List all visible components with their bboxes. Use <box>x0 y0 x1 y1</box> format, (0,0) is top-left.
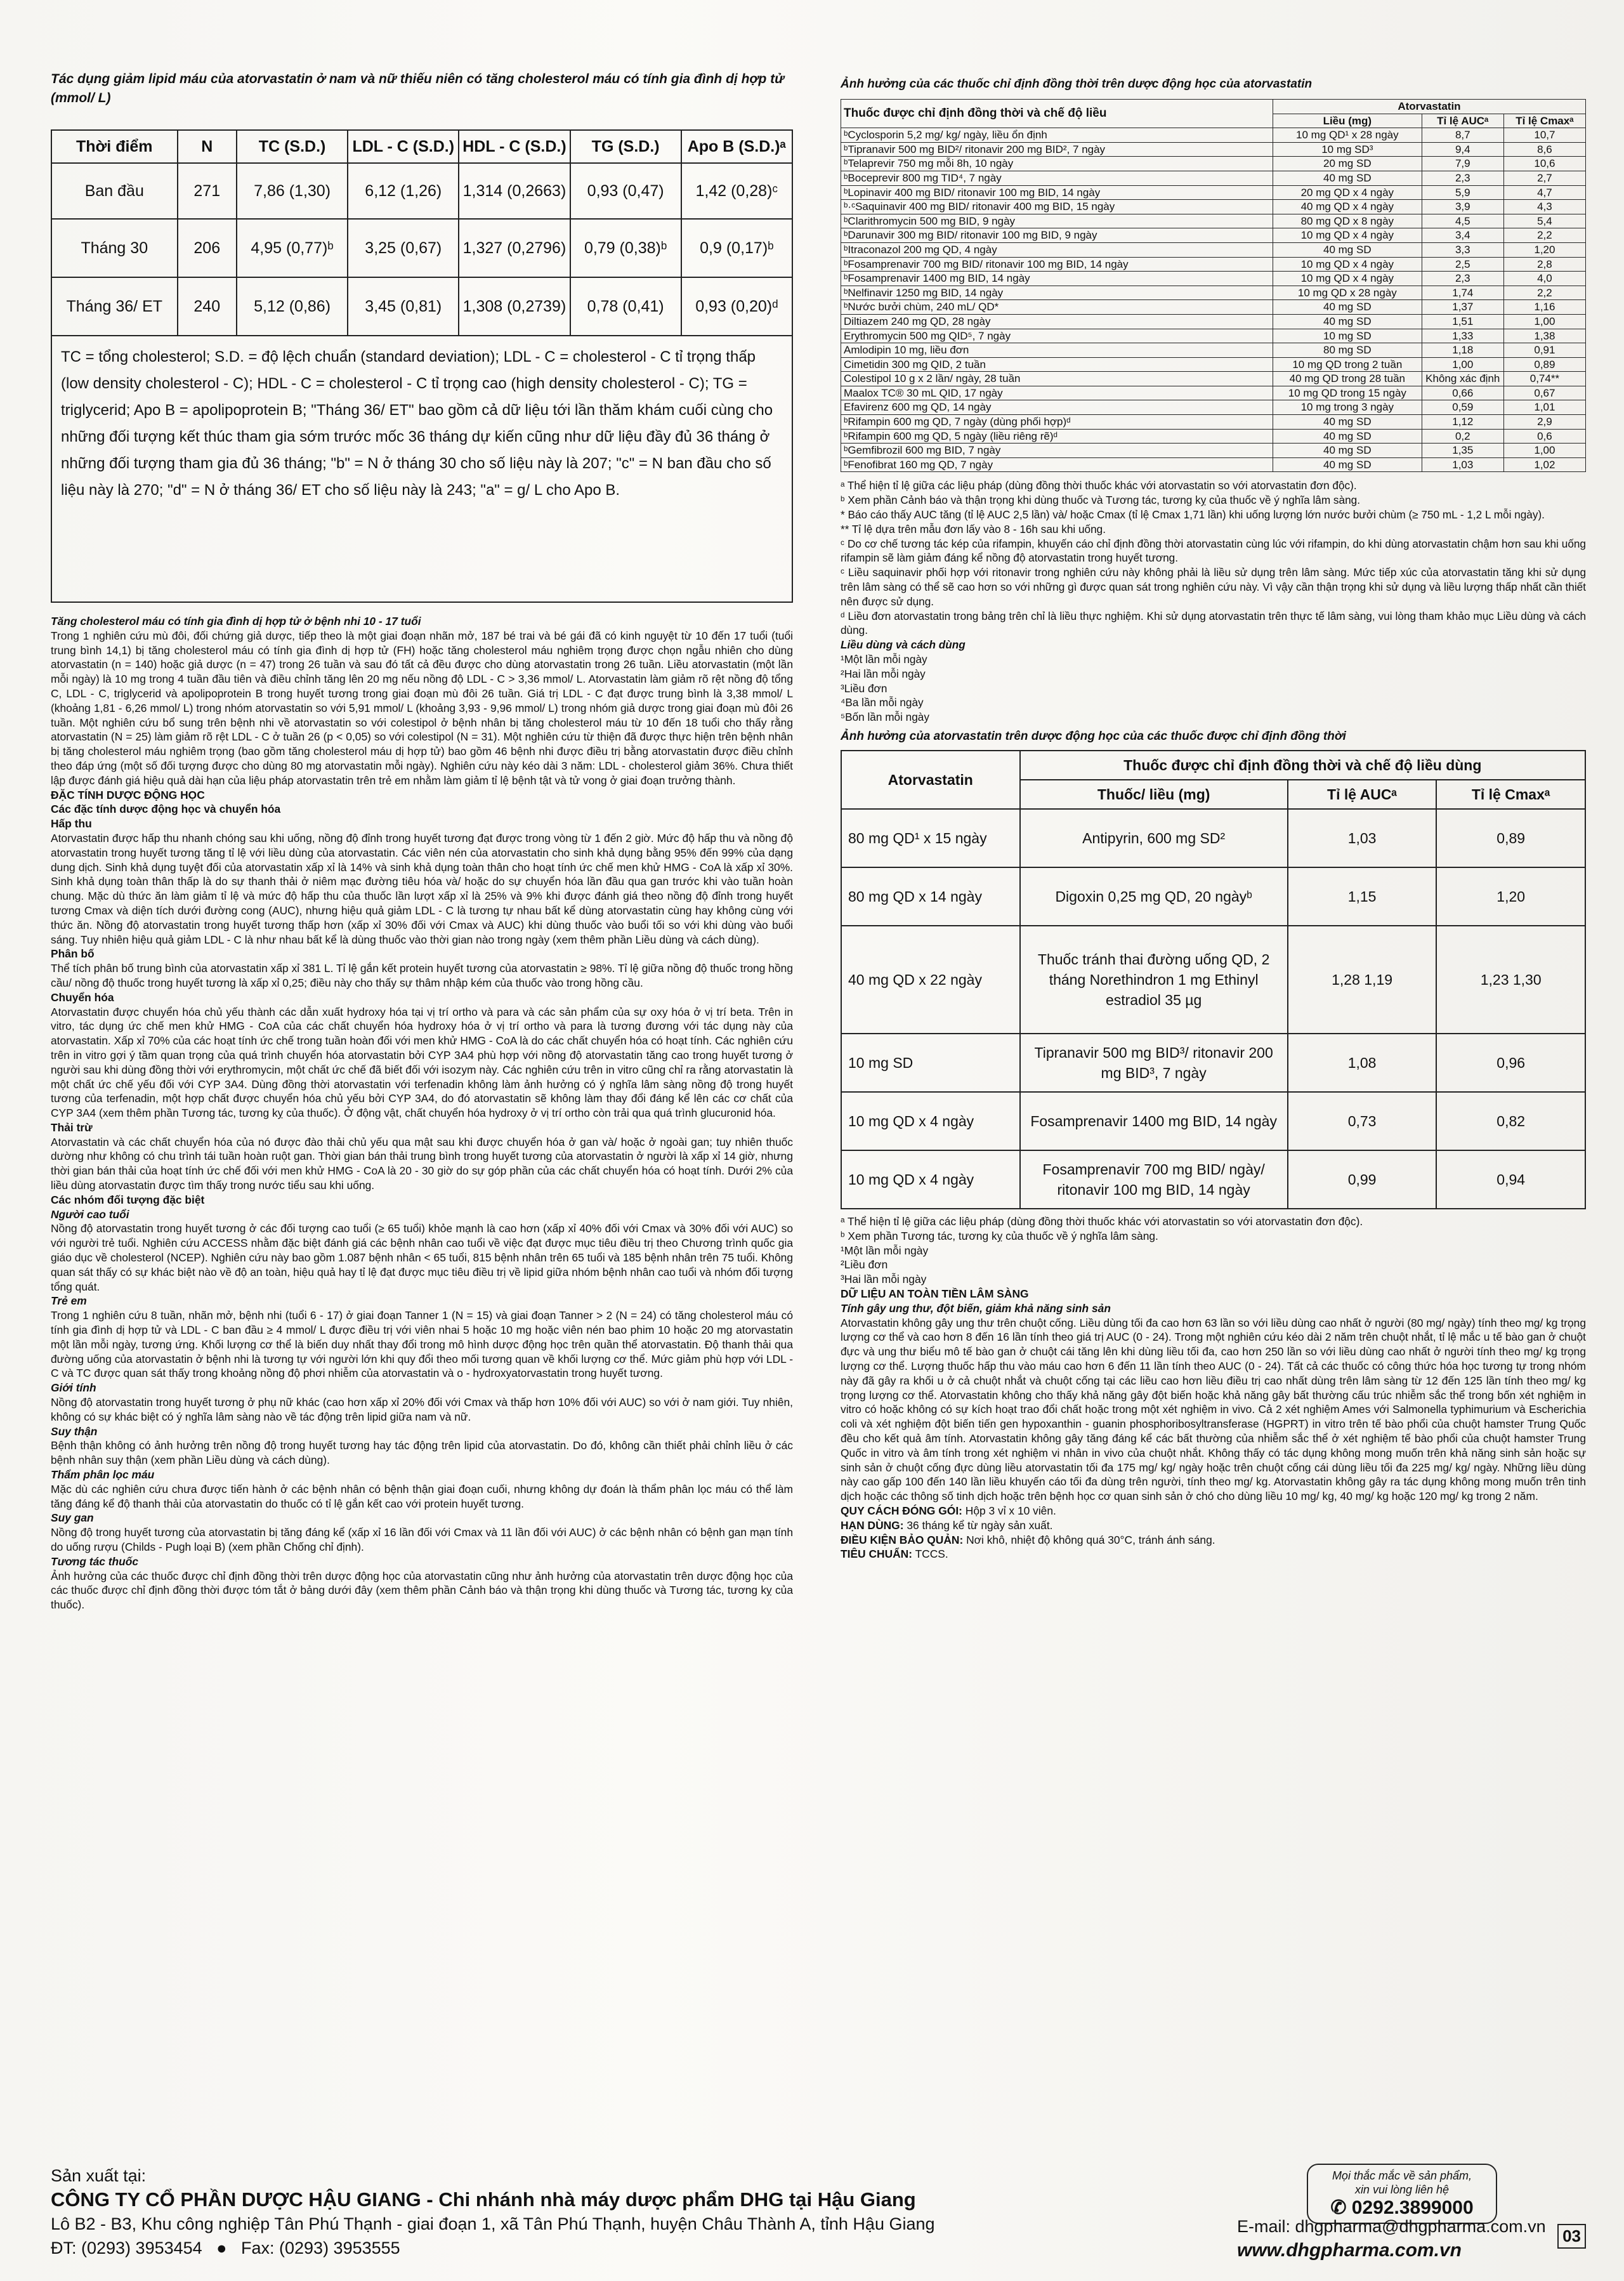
legend-item: ⁵Bốn lần mỗi ngày <box>841 711 929 724</box>
value-cell: 4,5 <box>1422 214 1503 228</box>
value-cell: 10 mg trong 3 ngày <box>1273 400 1422 415</box>
value-cell: 0,2 <box>1422 429 1503 444</box>
legend-item: ²Hai lần mỗi ngày <box>841 667 926 680</box>
table-cell: 0,9 (0,17)ᵇ <box>681 219 792 277</box>
drug-cell: ᵇTelaprevir 750 mg mỗi 8h, 10 ngày <box>841 157 1273 171</box>
left-column <box>51 70 793 2137</box>
value-cell: 1,37 <box>1422 300 1503 315</box>
table-row <box>841 1150 1585 1209</box>
storage-line <box>841 1533 1586 1548</box>
paragraph: Nồng độ atorvastatin trong huyết tương ở phụ nữ khác (cao hơn xấp xỉ 20% đối với Cmax và thấp hơn 10% đối với AUC) so với ở nam giới. Tuy nhiên, không có sự khác biệt có ý nghĩa lâm sàng nào về tác động trên lipid giữa nam và nữ. <box>51 1396 793 1423</box>
table-header: HDL - C (S.D.) <box>459 130 570 163</box>
value-cell: 1,08 <box>1288 1034 1437 1092</box>
drug-cell: ᵇTipranavir 500 mg BID²/ ritonavir 200 mg BID², 7 ngày <box>841 142 1273 157</box>
hotline-text: Mọi thắc mắc về sản phẩm, <box>1332 2169 1472 2182</box>
table-cell: 1,327 (0,2796) <box>459 219 570 277</box>
value-cell: 1,20 <box>1436 867 1585 926</box>
value-cell: 40 mg SD <box>1273 314 1422 329</box>
expiry-value: 36 tháng kể từ ngày sản xuất. <box>907 1518 1053 1532</box>
pack-value: Hộp 3 vỉ x 10 viên. <box>965 1504 1056 1517</box>
value-cell: 2,3 <box>1422 171 1503 185</box>
value-cell: 80 mg QD x 14 ngày <box>841 867 1020 926</box>
sub-heading: Các nhóm đối tượng đặc biệt <box>51 1193 205 1206</box>
value-cell: 4,7 <box>1503 185 1585 200</box>
table-cell: 206 <box>178 219 237 277</box>
value-cell: 0,89 <box>1503 357 1585 372</box>
table-header: TC (S.D.) <box>237 130 348 163</box>
email-link[interactable]: E-mail: dhgpharma@dhgpharma.com.vn <box>1237 2217 1546 2236</box>
value-cell: 1,03 <box>1422 457 1503 472</box>
drug-cell: Fosamprenavir 1400 mg BID, 14 ngày <box>1020 1092 1288 1150</box>
value-cell: 10 mg QD x 4 ngày <box>1273 257 1422 272</box>
footnote: ᶜ Do cơ chế tương tác kép của rifampin, khuyến cáo chỉ định đồng thời atorvastatin cùng lúc với rifampin, do khi dùng atorvastatin chậm hơn sau khi uống rifampin sẽ làm giảm đáng kể nồng độ atorvastatin trong huyết tương. <box>841 537 1586 565</box>
value-cell: 1,12 <box>1422 415 1503 430</box>
table-row <box>841 415 1586 430</box>
value-cell: 1,28 1,19 <box>1288 926 1437 1034</box>
table-cell: 1,314 (0,2663) <box>459 163 570 219</box>
table-cell: 271 <box>178 163 237 219</box>
value-cell: 2,2 <box>1503 286 1585 300</box>
value-cell: 40 mg SD <box>1273 444 1422 458</box>
phone-icon: ✆ <box>1330 2197 1347 2218</box>
value-cell: 0,59 <box>1422 400 1503 415</box>
value-cell: 7,9 <box>1422 157 1503 171</box>
paragraph: Nồng độ atorvastatin trong huyết tương ở các đối tượng cao tuổi (≥ 65 tuổi) khỏe mạnh là cao hơn (xấp xỉ 40% đối với Cmax và 30% đối với AUC) so với người trẻ tuổi. Nghiên cứu ACCESS nhằm đặc biệt đánh giá các bệnh nhân cao tuổi về việc đạt được mục tiêu điều trị theo Chương trình quốc gia giáo dục về cholesterol (NCEP). Nghiên cứu này bao gồm 1.087 bệnh nhân < 65 tuổi, 815 bệnh nhân trên 65 tuổi và 185 bệnh nhân trên 75 tuổi. Không quan sát thấy có sự khác biệt nào về độ an toàn, hiệu quả hay tỉ lệ đạt được mục tiêu điều trị về lipid giữa nhóm bệnh nhân cao tuổi và nhóm đối tượng tổng quát. <box>51 1222 793 1293</box>
sub-heading: Liều dùng và cách dùng <box>841 638 966 652</box>
made-label: Sản xuất tại: <box>51 2166 147 2185</box>
footnote: ³Hai lần mỗi ngày <box>841 1273 927 1286</box>
storage-label: ĐIỀU KIỆN BẢO QUẢN: <box>841 1533 964 1546</box>
table-header: LDL - C (S.D.) <box>348 130 459 163</box>
table-header-row <box>51 130 792 163</box>
value-cell: 10 mg QD x 4 ngày <box>1273 272 1422 286</box>
drug-cell: Digoxin 0,25 mg QD, 20 ngàyᵇ <box>1020 867 1288 926</box>
value-cell: 10 mg QD trong 15 ngày <box>1273 386 1422 400</box>
drug-cell: ᵇRifampin 600 mg QD, 5 ngày (liều riêng rẽ)ᵈ <box>841 429 1273 444</box>
table-row <box>841 400 1586 415</box>
table-header: Atorvastatin <box>1273 100 1585 114</box>
value-cell: 0,94 <box>1436 1150 1585 1209</box>
paragraph: Trong 1 nghiên cứu mù đôi, đối chứng giả dược, tiếp theo là một giai đoạn nhãn mở, 187 bé trai và bé gái đã có kinh nguyệt từ 10 đến 17 tuổi (tuổi trung bình 14,1) bị tăng cholesterol máu có tính gia đình dị hợp tử (FH) hoặc tăng cholesterol máu nghiêm trọng được chọn ngẫu nhiên cho dùng atorvastatin (n = 140) hoặc giả dược (n = 47) trong 26 tuần và sau đó tất cả đều được cho dùng atorvastatin trong 26 tuần. Liều atorvastatin (một lần mỗi ngày) là 10 mg trong 4 tuần đầu tiên và điều chỉnh tăng lên 20 mg nếu nồng độ LDL - C > 3,36 mmol/ L. Atorvastatin làm giảm rõ rệt nồng độ tổng C, LDL - C, triglycerid và apolipoprotein B trong huyết tương trong giai đoạn mù đôi 26 tuần. Giá trị LDL - C đạt được trung bình là 3,38 mmol/ L (khoảng 1,81 - 6,26 mmol/ L) trong nhóm atorvastatin so với 5,91 mmol/ L (khoảng 3,93 - 9,96 mmol/ L) trong nhóm giả dược trong giai đoạn mù đôi 26 tuần. Một nghiên cứu bổ sung trên bệnh nhi về atorvastatin so với colestipol ở bệnh nhân bị tăng cholesterol máu từ 10 đến 18 tuổi cho thấy rằng atorvastatin (N = 25) làm giảm rõ rệt LDL - C ở tuần 26 (p < 0,05) so với colestipol (N = 31). Một nghiên cứu từ thiện đã được thực hiện trên bệnh nhân bị tăng cholesterol máu nghiêm trọng (bao gồm tăng cholesterol máu dị hợp tử) bao gồm 46 bệnh nhi được điều trị bằng atorvastatin được điều chỉnh theo đáp ứng (một số đối tượng được cho dùng 80 mg atorvastatin mỗi ngày). Nghiên cứu này kéo dài 3 năm: LDL - cholesterol giảm 36%. Chưa thiết lập được đánh giá hiệu quả dài hạn của liệu pháp atorvastatin trên trẻ em nhằm làm giảm tỉ lệ bệnh tật và tử vong ở giai đoạn trưởng thành. <box>51 629 793 787</box>
value-cell: 40 mg QD x 22 ngày <box>841 926 1020 1034</box>
paragraph: Atorvastatin không gây ung thư trên chuột cống. Liều dùng tối đa cao hơn 63 lần so với liều dùng cao nhất ở người (80 mg/ ngày) tính theo mg/ kg trọng lượng cơ thể và cao hơn 8 đến 16 lần tính theo giá trị AUC (0 - 24). Trong một nghiên cứu kéo dài 2 năm trên chuột nhắt, tỉ lệ mắc u tế bào gan ở chuột đực và ung thư biểu mô tế bào gan ở chuột cái tăng lên khi dùng liều tối đa, cao hơn 250 lần so với liều dùng cao nhất ở người tính theo mg/ kg trọng lượng cơ thể. Lượng thuốc hấp thu vào máu cao hơn 6 đến 11 lần tính theo AUC (0 - 24). Tất cả các thuốc có công thức hóa học tương tự trong nhóm này đã gây ra khối u ở cả chuột nhắt và chuột cống tại các liều cao hơn liều điều trị cao nhất dùng trên lâm sàng từ 12 đến 125 lần tính theo mg/ kg trọng lượng cơ thể. Atorvastatin không cho thấy khả năng gây đột biến hoặc khả năng gây bất thường cấu trúc nhiễm sắc thể trong bốn xét nghiệm in vitro có hoặc không có sự kích hoạt trao đổi chất hoặc trong một xét nghiệm in vivo. Cả 2 xét nghiệm Ames với Salmonella typhimurium và Escherichia coli và xét nghiệm đột biến tiến gen hypoxanthin - guanin phosphoribosyltransferase (HGPRT) in vitro trên tế bào phổi của chuột hamster Trung Quốc đều cho kết quả âm tính. Atorvastatin không gây tăng đáng kể các bất thường của nhiễm sắc thể ở xét nghiệm tế bào phổi của chuột hamster Trung Quốc in vitro và âm tính trong xét nghiệm vi nhân in vivo của chuột nhắt. Không thấy có tác dụng không mong muốn trên khả năng sinh sản hoặc sự sinh sản ở chuột cống đực dùng liều atorvastatin tối đa 175 mg/ kg/ ngày hoặc trên chuột cống cái dùng liều tối đa 225 mg/ kg/ ngày. Những liều dùng này cao gấp 100 đến 140 lần liều khuyến cáo tối đa dùng trên người, tính theo mg/ kg. Atorvastatin không gây ra tác dụng không mong muốn trên tinh dịch hoặc các thông số tinh dịch hoặc trên bệnh học cơ quan sinh sản ở chó cho dùng liều 10 mg/ kg, 40 mg/ kg hoặc 120 mg/ kg trong 2 năm. <box>841 1316 1586 1503</box>
value-cell: 10,7 <box>1503 128 1585 143</box>
value-cell: 1,38 <box>1503 329 1585 343</box>
value-cell: 40 mg QD x 4 ngày <box>1273 200 1422 214</box>
value-cell: 1,01 <box>1503 400 1585 415</box>
table-header: Tỉ lệ AUCᵃ <box>1288 780 1437 809</box>
pack-label: QUY CÁCH ĐÓNG GÓI: <box>841 1504 962 1517</box>
value-cell: 1,00 <box>1503 314 1585 329</box>
value-cell: 40 mg SD <box>1273 415 1422 430</box>
table-cell: Tháng 30 <box>51 219 178 277</box>
page-number: 03 <box>1557 2224 1586 2249</box>
sub-heading: Phân bố <box>51 947 95 961</box>
table-row <box>841 1092 1585 1150</box>
value-cell: 1,02 <box>1503 457 1585 472</box>
table-cell: 240 <box>178 277 237 336</box>
value-cell: 2,5 <box>1422 257 1503 272</box>
table-header: Tỉ lệ Cmaxᵃ <box>1436 780 1585 809</box>
footnote: ¹Một lần mỗi ngày <box>841 1244 929 1257</box>
table-row <box>841 200 1586 214</box>
value-cell: 10 mg SD <box>841 1034 1020 1092</box>
sub-heading: Thẩm phân lọc máu <box>51 1468 155 1482</box>
table-header: Atorvastatin <box>841 751 1020 809</box>
table-row <box>841 300 1586 315</box>
standard-line <box>841 1547 1586 1561</box>
table-row <box>841 343 1586 358</box>
value-cell: 1,33 <box>1422 329 1503 343</box>
table-row <box>841 809 1585 867</box>
value-cell: 10 mg QD x 4 ngày <box>1273 228 1422 243</box>
drug-cell: ᵇItraconazol 200 mg QD, 4 ngày <box>841 242 1273 257</box>
value-cell: 5,4 <box>1503 214 1585 228</box>
value-cell: 20 mg SD <box>1273 157 1422 171</box>
value-cell: 1,18 <box>1422 343 1503 358</box>
drug-cell: ᵇClarithromycin 500 mg BID, 9 ngày <box>841 214 1273 228</box>
value-cell: 0,99 <box>1288 1150 1437 1209</box>
value-cell: 0,73 <box>1288 1092 1437 1150</box>
value-cell: 1,74 <box>1422 286 1503 300</box>
sub-heading: Hấp thu <box>51 817 92 831</box>
drug-cell: Amlodipin 10 mg, liều đơn <box>841 343 1273 358</box>
table-row <box>841 142 1586 157</box>
table-cell: 0,93 (0,47) <box>570 163 681 219</box>
table-row <box>841 242 1586 257</box>
footnote: ᵇ Xem phần Cảnh báo và thận trọng khi dùng thuốc và Tương tác, tương kỵ của thuốc về ý nghĩa lâm sàng. <box>841 494 1360 507</box>
value-cell: 3,4 <box>1422 228 1503 243</box>
value-cell: 1,15 <box>1288 867 1437 926</box>
table-cell: 0,78 (0,41) <box>570 277 681 336</box>
value-cell: 2,9 <box>1503 415 1585 430</box>
expiry-label: HẠN DÙNG: <box>841 1518 904 1532</box>
paragraph: Nồng độ trong huyết tương của atorvastatin bị tăng đáng kể (xấp xỉ 16 lần đối với Cmax và 11 lần đối với AUC) ở các bệnh nhân có bệnh gan mạn tính do uống rượu (Childs - Pugh loại B) (xem phần Chống chỉ định). <box>51 1526 793 1553</box>
value-cell: 1,35 <box>1422 444 1503 458</box>
table-cell: 3,45 (0,81) <box>348 277 459 336</box>
sub-heading: Giới tính <box>51 1381 96 1395</box>
table-row <box>841 272 1586 286</box>
drug-cell: Efavirenz 600 mg QD, 14 ngày <box>841 400 1273 415</box>
phone-fax-line: ĐT: (0293) 3953454 ● Fax: (0293) 3953555 <box>51 2238 400 2258</box>
drug-cell: Tipranavir 500 mg BID³/ ritonavir 200 mg BID³, 7 ngày <box>1020 1034 1288 1092</box>
drug-cell: ᵇFosamprenavir 700 mg BID/ ritonavir 100 mg BID, 14 ngày <box>841 257 1273 272</box>
value-cell: 0,91 <box>1503 343 1585 358</box>
value-cell: 0,66 <box>1422 386 1503 400</box>
value-cell: 2,7 <box>1503 171 1585 185</box>
table-row <box>841 457 1586 472</box>
value-cell: 1,23 1,30 <box>1436 926 1585 1034</box>
table-row <box>841 228 1586 243</box>
sub-heading: Suy thận <box>51 1424 98 1438</box>
value-cell: 20 mg QD x 4 ngày <box>1273 185 1422 200</box>
company-name: CÔNG TY CỔ PHẦN DƯỢC HẬU GIANG - Chi nhánh nhà máy dược phẩm DHG tại Hậu Giang <box>51 2188 916 2211</box>
table-row <box>841 357 1586 372</box>
table-header: Thời điểm <box>51 130 178 163</box>
fax: Fax: (0293) 3953555 <box>241 2238 400 2258</box>
footnote: ᵃ Thể hiện tỉ lệ giữa các liệu pháp (dùng đồng thời thuốc khác với atorvastatin so với atorvastatin đơn độc). <box>841 479 1357 492</box>
legend-item: ⁴Ba lần mỗi ngày <box>841 696 924 709</box>
value-cell: 8,7 <box>1422 128 1503 143</box>
value-cell: Không xác định <box>1422 372 1503 386</box>
table-cell: 1,42 (0,28)ᶜ <box>681 163 792 219</box>
phone: ĐT: (0293) 3953454 <box>51 2238 202 2258</box>
paragraph: Atorvastatin và các chất chuyển hóa của nó được đào thải chủ yếu qua mật sau khi được chuyển hóa ở gan và/ hoặc ở ngoài gan; tuy nhiên thuốc dường như không có chu trình tái tuần hoàn ruột gan. Thời gian bán thải trung bình trong huyết tương của atorvastatin ở người là xấp xỉ 14 giờ, nhưng thời gian bán thải của hoạt tính ức chế đối với men khử HMG - CoA là 20 - 30 giờ do sự góp phần của các chất chuyển hóa có hoạt tính. Dưới 2% của liều dùng atorvastatin được tìm thấy trong nước tiểu sau khi uống. <box>51 1135 793 1192</box>
table-row <box>841 257 1586 272</box>
table-row <box>841 314 1586 329</box>
table2-notes <box>841 478 1586 725</box>
table-row <box>841 926 1585 1034</box>
table-header: Tỉ lệ Cmaxᵃ <box>1503 114 1585 128</box>
footnote: * Báo cáo thấy AUC tăng (tỉ lệ AUC 2,5 lần) và/ hoặc Cmax (tỉ lệ Cmax 1,71 lần) khi uống lượng lớn nước bưởi chùm (≥ 750 mL - 1,2 L mỗi ngày). <box>841 508 1545 522</box>
value-cell: 1,00 <box>1503 444 1585 458</box>
table-header: N <box>178 130 237 163</box>
legend-item: ³Liều đơn <box>841 681 887 695</box>
hotline-text: xin vui lòng liên hệ <box>1354 2183 1450 2196</box>
value-cell: 4,3 <box>1503 200 1585 214</box>
expiry-line <box>841 1518 1586 1533</box>
sub-heading: Thải trừ <box>51 1121 93 1134</box>
table-header-row <box>841 751 1585 780</box>
sub-heading: Tính gây ung thư, đột biến, giảm khả năng sinh sản <box>841 1301 1111 1315</box>
drug-cell: ᵇDarunavir 300 mg BID/ ritonavir 100 mg BID, 9 ngày <box>841 228 1273 243</box>
left-body-text <box>51 614 793 2137</box>
storage-value: Nơi khô, nhiệt độ không quá 30°C, tránh ánh sáng. <box>966 1533 1215 1546</box>
drug-cell: ᵇLopinavir 400 mg BID/ ritonavir 100 mg BID, 14 ngày <box>841 185 1273 200</box>
table-row <box>841 185 1586 200</box>
footnote: ᵇ Xem phần Tương tác, tương kỵ của thuốc về ý nghĩa lâm sàng. <box>841 1229 1158 1242</box>
table-cell: 5,12 (0,86) <box>237 277 348 336</box>
value-cell: 40 mg SD <box>1273 457 1422 472</box>
table3-notes <box>841 1214 1586 1287</box>
company-address: Lô B2 - B3, Khu công nghiệp Tân Phú Thạnh - giai đoạn 1, xã Tân Phú Thạnh, huyện Châu Thành A, tỉnh Hậu Giang <box>51 2214 935 2233</box>
section-heading: Tăng cholesterol máu có tính gia đình dị hợp tử ở bệnh nhi 10 - 17 tuổi <box>51 615 421 628</box>
value-cell: 40 mg QD trong 28 tuần <box>1273 372 1422 386</box>
table-cell: 7,86 (1,30) <box>237 163 348 219</box>
interaction-table-2 <box>841 750 1586 1209</box>
lipid-table <box>51 129 793 336</box>
value-cell: 80 mg QD¹ x 15 ngày <box>841 809 1020 867</box>
drug-cell: ᵇFenofibrat 160 mg QD, 7 ngày <box>841 457 1273 472</box>
value-cell: 10 mg QD¹ x 28 ngày <box>1273 128 1422 143</box>
drug-cell: ᵇNước bưởi chùm, 240 mL/ QD* <box>841 300 1273 315</box>
value-cell: 1,03 <box>1288 809 1437 867</box>
drug-cell: ᵇBoceprevir 800 mg TID⁴, 7 ngày <box>841 171 1273 185</box>
table-cell: 0,93 (0,20)ᵈ <box>681 277 792 336</box>
value-cell: 9,4 <box>1422 142 1503 157</box>
table-header: TG (S.D.) <box>570 130 681 163</box>
value-cell: 40 mg SD <box>1273 171 1422 185</box>
value-cell: 40 mg SD <box>1273 242 1422 257</box>
value-cell: 2,8 <box>1503 257 1585 272</box>
drug-cell: Cimetidin 300 mg QID, 2 tuần <box>841 357 1273 372</box>
value-cell: 3,9 <box>1422 200 1503 214</box>
footnote: ** Tỉ lệ dựa trên mẫu đơn lấy vào 8 - 16h sau khi uống. <box>841 522 1106 536</box>
drug-cell: Fosamprenavir 700 mg BID/ ngày/ ritonavir 100 mg BID, 14 ngày <box>1020 1150 1288 1209</box>
hotline-value: 0292.3899000 <box>1351 2197 1474 2218</box>
footer <box>51 2164 1586 2271</box>
value-cell: 1,51 <box>1422 314 1503 329</box>
drug-cell: ᵇCyclosporin 5,2 mg/ kg/ ngày, liều ổn định <box>841 128 1273 143</box>
table-row <box>51 277 792 336</box>
table2-body <box>841 128 1586 472</box>
value-cell: 2,3 <box>1422 272 1503 286</box>
drug-cell: Colestipol 10 g x 2 lần/ ngày, 28 tuần <box>841 372 1273 386</box>
sub-heading: Tương tác thuốc <box>51 1555 139 1568</box>
table-cell: 0,79 (0,38)ᵇ <box>570 219 681 277</box>
paragraph: Atorvastatin được chuyển hóa chủ yếu thành các dẫn xuất hydroxy hóa tại vị trí ortho và para và các sản phẩm của sự oxy hóa ở vị trí beta. Trên in vitro, tác dụng ức chế men khử HMG - CoA của các chất chuyển hóa hydroxy hóa ở vị trí ortho và para là tương đương với tác dụng này của atorvastatin. Xấp xỉ 70% của các hoạt tính ức chế trong tuần hoàn đối với men khử HMG - CoA là do các chất chuyển hóa có hoạt tính. Các nghiên cứu trên in vitro gợi ý tầm quan trọng của quá trình chuyển hóa atorvastatin bởi CYP 3A4 phù hợp với nồng độ atorvastatin tăng cao trong huyết tương ở người sau khi dùng đồng thời với erythromycin, một chất ức chế đã biết đối với isozym này. Các nghiên cứu trên in vitro cũng chỉ ra rằng atorvastatin là một chất ức chế yếu đối với CYP 3A4. Dùng đồng thời atorvastatin với terfenadin không làm ảnh hưởng có ý nghĩa lâm sàng nồng độ trong huyết tương của terfenadin, một hợp chất được chuyển hóa chủ yếu bởi CYP 3A4, do đó atorvastatin sẽ không làm thay đổi đáng kể lên các cơ chất của CYP 3A4 (xem thêm phần Tương tác, tương kỵ của thuốc). Ở động vật, chất chuyển hóa hydroxy ở vị trí ortho còn trải qua quá trình glucuronid hóa. <box>51 1005 793 1120</box>
table-row <box>841 386 1586 400</box>
table-header: Liều (mg) <box>1273 114 1422 128</box>
drug-cell: Diltiazem 240 mg QD, 28 ngày <box>841 314 1273 329</box>
table-header-row <box>841 100 1586 114</box>
value-cell: 0,89 <box>1436 809 1585 867</box>
footnote: ᶜ Liều saquinavir phối hợp với ritonavir trong nghiên cứu này không phải là liều sử dụng trên lâm sàng. Mức tiếp xúc của atorvastatin tăng khi sử dụng trên lâm sàng có thể sẽ cao hơn so với những gì được quan sát trong nghiên cứu này. Vì vậy cần thận trọng khi sử dụng và liều lượng thấp nhất cần thiết nên được sử dụng. <box>841 566 1586 608</box>
table-cell: Ban đầu <box>51 163 178 219</box>
table-row <box>841 329 1586 343</box>
value-cell: 5,9 <box>1422 185 1503 200</box>
value-cell: 8,6 <box>1503 142 1585 157</box>
table-cell: 6,12 (1,26) <box>348 163 459 219</box>
table-row <box>841 372 1586 386</box>
table3-caption: Ảnh hưởng của atorvastatin trên dược động học của các thuốc được chỉ định đồng thời <box>841 729 1346 743</box>
table-row <box>841 1034 1585 1092</box>
footnote: ᵈ Liều đơn atorvastatin trong bảng trên chỉ là liều thực nghiệm. Khi sử dụng atorvastatin trên thực tế lâm sàng, vui lòng tham khảo mục Liều dùng và cách dùng. <box>841 609 1586 637</box>
sub-heading: Suy gan <box>51 1511 94 1525</box>
paragraph: Trong 1 nghiên cứu 8 tuần, nhãn mở, bệnh nhi (tuổi 6 - 17) ở giai đoạn Tanner 1 (N = 15) và giai đoạn Tanner > 2 (N = 24) có tăng cholesterol máu có tính gia đình dị hợp tử và LDL - C ban đầu ≥ 4 mmol/ L được điều trị với viên nhai 5 hoặc 10 mg hoặc viên nén bao phim 10 hoặc 20 mg atorvastatin một lần mỗi ngày, tương ứng. Khối lượng cơ thể là biến duy nhất thay đổi trong mô hình dược động học trên quần thể atorvastatin. Độ thanh thải qua đường uống của atorvastatin ở bệnh nhi là tương tự với người lớn khi quy đổi theo mối tương quan về khối lượng cơ thể. Mức giảm phù hợp với LDL - C và TC được quan sát thấy trong khoảng nồng độ phơi nhiễm của atorvastatin và o - hydroxyatorvastatin trong huyết tương. <box>51 1309 793 1380</box>
drug-cell: Erythromycin 500 mg QID⁵, 7 ngày <box>841 329 1273 343</box>
legend-item: ¹Một lần mỗi ngày <box>841 653 927 666</box>
table-cell: 4,95 (0,77)ᵇ <box>237 219 348 277</box>
table-cell: 3,25 (0,67) <box>348 219 459 277</box>
paragraph: Atorvastatin được hấp thu nhanh chóng sau khi uống, nồng độ đỉnh trong huyết tương đạt được trong vòng từ 1 đến 2 giờ. Mức độ hấp thu và nồng độ atorvastatin trong huyết tương tăng tỉ lệ với liều dùng của atorvastatin. Các viên nén của atorvastatin cho sinh khả dụng bằng 95% đến 99% của dạng dung dịch. Sinh khả dụng tuyệt đối của atorvastatin xấp xỉ là 14% và sinh khả dụng toàn thân cho hoạt tính ức chế men khử HMG - CoA là xấp xỉ 30%. Sinh khả dụng toàn thân thấp là do sự thanh thải ở niêm mạc đường tiêu hóa và/ hoặc do sự chuyển hóa lần đầu qua gan trước khi vào tuần hoàn chung. Mặc dù thức ăn làm giảm tỉ lệ và mức độ hấp thu của thuốc lần lượt xấp xỉ là 25% và 9% khi được đánh giá theo nồng độ đỉnh trong huyết tương Cmax và diện tích dưới đường cong (AUC), nhưng hiệu quả giảm LDL - C là tương tự nhau bất kể dùng atorvastatin cùng hay không cùng với thức ăn. Nồng độ atorvastatin trong huyết tương thấp hơn (xấp xỉ 30% đối với Cmax và AUC) khi dùng thuốc vào buổi tối so với khi dùng vào buổi sáng. Tuy nhiên hiệu quả giảm LDL - C là như nhau bất kể là dùng thuốc vào thời gian nào trong ngày (xem thêm phần Liều dùng và cách dùng). <box>51 831 793 946</box>
table1-caption: Tác dụng giảm lipid máu của atorvastatin ở nam và nữ thiếu niên có tăng cholesterol máu có tính gia đình dị hợp tử (mmol/ L) <box>51 72 785 105</box>
value-cell: 80 mg QD x 8 ngày <box>1273 214 1422 228</box>
interaction-table-1 <box>841 99 1586 472</box>
value-cell: 0,96 <box>1436 1034 1585 1092</box>
table-cell: 1,308 (0,2739) <box>459 277 570 336</box>
table-header: Thuốc/ liều (mg) <box>1020 780 1288 809</box>
drug-cell: Antipyrin, 600 mg SD² <box>1020 809 1288 867</box>
table-row <box>841 444 1586 458</box>
value-cell: 10 mg QD x 4 ngày <box>841 1150 1020 1209</box>
table-row <box>841 286 1586 300</box>
drug-cell: Thuốc tránh thai đường uống QD, 2 tháng Norethindron 1 mg Ethinyl estradiol 35 µg <box>1020 926 1288 1034</box>
drug-cell: ᵇRifampin 600 mg QD, 7 ngày (dùng phối hợp)ᵈ <box>841 415 1273 430</box>
table-header: Thuốc được chỉ định đồng thời và chế độ liều <box>841 100 1273 128</box>
sub-heading: Trẻ em <box>51 1294 87 1308</box>
paragraph: Thể tích phân bố trung bình của atorvastatin xấp xỉ 381 L. Tỉ lệ gắn kết protein huyết tương của atorvastatin ≥ 98%. Tỉ lệ giữa nồng độ thuốc trong hồng cầu/ nồng độ thuốc trong huyết tương là xấp xỉ 0,25; điều này cho thấy sự thâm nhập kém của thuốc vào trong hồng cầu. <box>51 962 793 989</box>
value-cell: 10,6 <box>1503 157 1585 171</box>
section-heading: ĐẶC TÍNH DƯỢC ĐỘNG HỌC <box>51 788 205 801</box>
drug-cell: ᵇFosamprenavir 1400 mg BID, 14 ngày <box>841 272 1273 286</box>
table-cell: Tháng 36/ ET <box>51 277 178 336</box>
table-row <box>841 171 1586 185</box>
value-cell: 0,67 <box>1503 386 1585 400</box>
value-cell: 0,74** <box>1503 372 1585 386</box>
table1-note: TC = tổng cholesterol; S.D. = độ lệch chuẩn (standard deviation); LDL - C = cholesterol - C tỉ trọng thấp (low density cholesterol - C); HDL - C = cholesterol - C tỉ trọng cao (high density cholesterol - C); TG = triglycerid; Apo B = apolipoprotein B; "Tháng 36/ ET" bao gồm cả dữ liệu tới lần thăm khám cuối cùng cho những đối tượng kết thúc tham gia sớm trước mốc 36 tháng dự kiến cũng như dữ liệu đầy đủ 36 tháng ở những đối tượng tham gia đủ 36 tháng; "b" = N ở tháng 30 cho số liệu này là 207; "c" = N ban đầu cho số liệu này là 270; "d" = N ở tháng 36/ ET cho số liệu này là 243; "a" = g/ L cho Apo B. <box>51 336 793 603</box>
value-cell: 10 mg SD³ <box>1273 142 1422 157</box>
paragraph: Ảnh hưởng của các thuốc được chỉ định đồng thời trên dược động học của atorvastatin cũng như ảnh hưởng của atorvastatin trên dược động học của các thuốc được chỉ định đồng thời được tóm tắt ở bảng dưới đây (xem thêm phần Cảnh báo và thận trọng khi dùng thuốc và Tương tác, tương kỵ của thuốc). <box>51 1569 793 1612</box>
value-cell: 10 mg SD <box>1273 329 1422 343</box>
value-cell: 0,82 <box>1436 1092 1585 1150</box>
value-cell: 10 mg QD x 28 ngày <box>1273 286 1422 300</box>
table-row <box>841 157 1586 171</box>
value-cell: 40 mg SD <box>1273 300 1422 315</box>
value-cell: 2,2 <box>1503 228 1585 243</box>
table-row <box>841 429 1586 444</box>
table2-caption: Ảnh hưởng của các thuốc chỉ định đồng thời trên dược động học của atorvastatin <box>841 77 1313 91</box>
paragraph: Bệnh thận không có ảnh hưởng trên nồng độ trong huyết tương hay tác động trên lipid của atorvastatin. Do đó, không cần thiết phải chỉnh liều ở các bệnh nhân suy thận (xem phần Liều dùng và cách dùng). <box>51 1439 793 1467</box>
drug-cell: ᵇNelfinavir 1250 mg BID, 14 ngày <box>841 286 1273 300</box>
value-cell: 1,16 <box>1503 300 1585 315</box>
sub-heading: Chuyển hóa <box>51 990 114 1004</box>
table-header: Tỉ lệ AUCᵃ <box>1422 114 1503 128</box>
value-cell: 80 mg SD <box>1273 343 1422 358</box>
standard-value: TCCS. <box>915 1548 948 1561</box>
paragraph: Mặc dù các nghiên cứu chưa được tiến hành ở các bệnh nhân có bệnh thận giai đoạn cuối, nhưng không dự đoán là thẩm phân lọc máu có thể làm tăng đáng kể độ thanh thải của atorvastatin do thuốc có tỉ lệ gắn kết cao với protein huyết tương. <box>51 1482 793 1510</box>
table-header: Thuốc được chỉ định đồng thời và chế độ liều dùng <box>1020 751 1585 780</box>
website-link[interactable]: www.dhgpharma.com.vn <box>1237 2240 1462 2261</box>
value-cell: 10 mg QD x 4 ngày <box>841 1092 1020 1150</box>
pack-line <box>841 1504 1586 1518</box>
value-cell: 1,20 <box>1503 242 1585 257</box>
sub-heading: Các đặc tính dược động học và chuyển hóa <box>51 803 281 816</box>
drug-cell: ᵇGemfibrozil 600 mg BID, 7 ngày <box>841 444 1273 458</box>
contact-block <box>1237 2214 1546 2263</box>
table-row <box>841 214 1586 228</box>
drug-cell: ᵇ·ᶜSaquinavir 400 mg BID/ ritonavir 400 mg BID, 15 ngày <box>841 200 1273 214</box>
table-row <box>841 867 1585 926</box>
table-row <box>841 128 1586 143</box>
table-row <box>51 219 792 277</box>
table-row <box>51 163 792 219</box>
value-cell: 1,00 <box>1422 357 1503 372</box>
section-heading: DỮ LIỆU AN TOÀN TIỀN LÂM SÀNG <box>841 1287 1029 1300</box>
value-cell: 4,0 <box>1503 272 1585 286</box>
table3-body <box>841 809 1585 1209</box>
value-cell: 40 mg SD <box>1273 429 1422 444</box>
table-header: Apo B (S.D.)ᵃ <box>681 130 792 163</box>
value-cell: 3,3 <box>1422 242 1503 257</box>
right-column <box>841 76 1586 1642</box>
footnote: ᵃ Thể hiện tỉ lệ giữa các liệu pháp (dùng đồng thời thuốc khác với atorvastatin so với atorvastatin đơn độc). <box>841 1214 1363 1228</box>
value-cell: 10 mg QD trong 2 tuần <box>1273 357 1422 372</box>
drug-cell: Maalox TC® 30 mL QID, 17 ngày <box>841 386 1273 400</box>
safety-section <box>841 1287 1586 1642</box>
sub-heading: Người cao tuổi <box>51 1207 129 1221</box>
value-cell: 0,6 <box>1503 429 1585 444</box>
standard-label: TIÊU CHUẨN: <box>841 1548 913 1561</box>
footnote: ²Liều đơn <box>841 1258 888 1272</box>
